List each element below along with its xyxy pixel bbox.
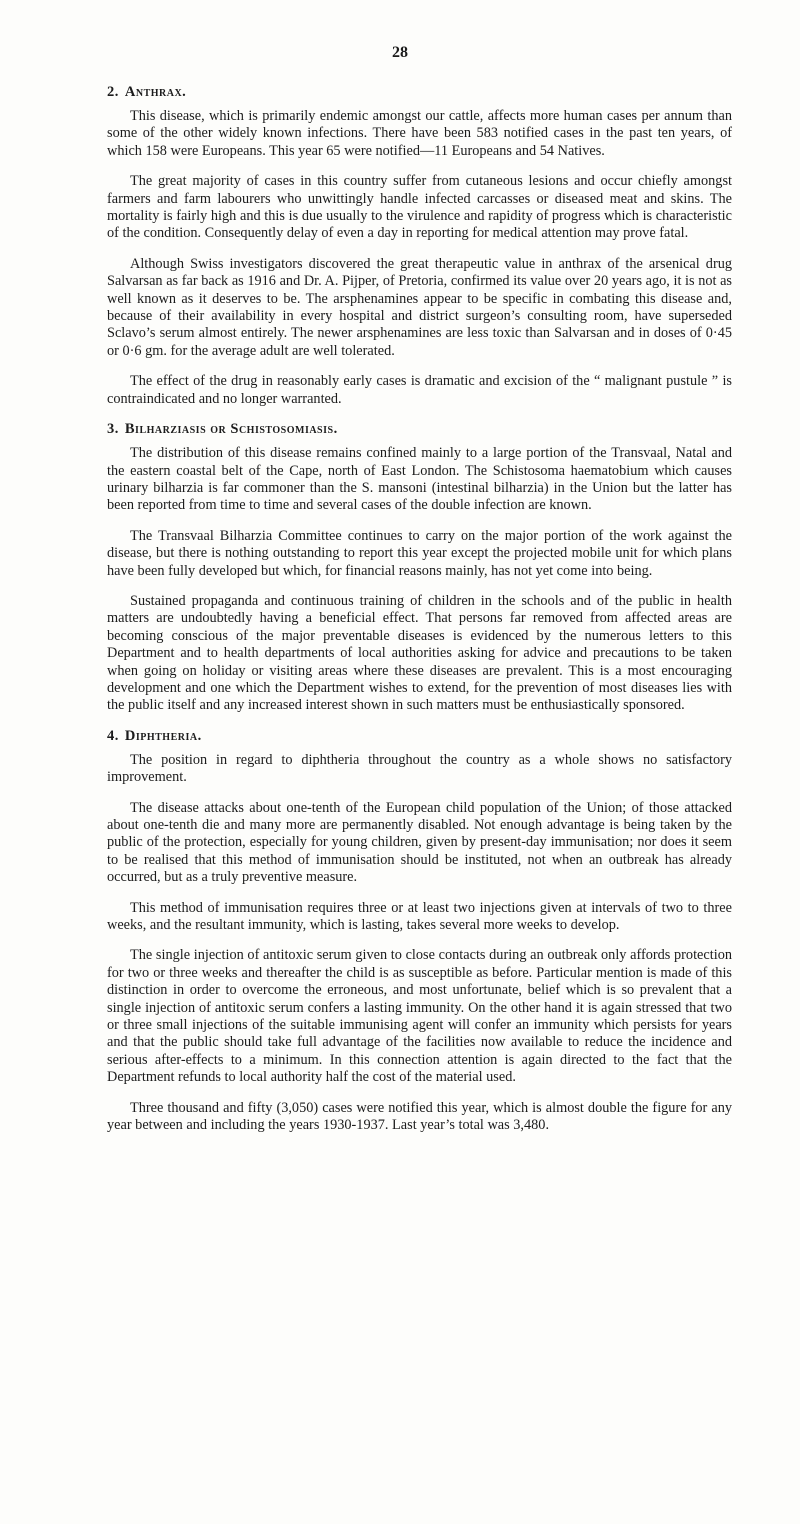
paragraph: Sustained propaganda and continuous training of children in the schools and of the public in health matters are undoubtedly having a beneficial effect. That persons far removed from affected areas are becoming conscious of the major preventable diseases is evidenced by the numerous letters to this Department and to health departments of local authorities asking for advice and precautions to be taken when going on holiday or visiting areas where these diseases are prevalent. This is a most encouraging development and one which the Department wishes to extend, for the prevention of most diseases lies with the public itself and any increased interest shown in such matters must be enthusiastically sponsored. bbox=[107, 592, 732, 714]
paragraph: Three thousand and fifty (3,050) cases were notified this year, which is almost double the figure for any year between and including the years 1930-1937. Last year’s total was 3,480. bbox=[107, 1099, 732, 1134]
paragraph: This disease, which is primarily endemic amongst our cattle, affects more human cases per annum than some of the other widely known infections. There have been 583 notified cases in the past ten years, of which 158 were Europeans. This year 65 were notified—11 Europeans and 54 Natives. bbox=[107, 108, 732, 159]
paragraph: The Transvaal Bilharzia Committee continues to carry on the major portion of the work against the disease, but there is nothing outstanding to report this year except the projected mobile unit for which plans have been fully developed but which, for financial reasons mainly, has not yet come into being. bbox=[107, 527, 732, 579]
paragraph: Although Swiss investigators discovered the great therapeutic value in anthrax of the arsenical drug Salvarsan as far back as 1916 and Dr. A. Pijper, of Pretoria, confirmed its value over 20 years ago, it is not as well known as it deserves to be. The arsphenamines appear to be specific in combating this disease and, because of their availability in every hospital and district surgeon’s consulting room, have superseded Sclavo’s serum almost entirely. The newer arsphenamines are less toxic than Salvarsan and in doses of 0·45 or 0·6 gm. for the average adult are well tolerated. bbox=[107, 255, 732, 359]
section-title: Diphtheria. bbox=[124, 727, 202, 744]
paragraph: The distribution of this disease remains confined mainly to a large portion of the Transvaal, Natal and the eastern coastal belt of the Cape, north of East London. The Schistosoma haematobium which causes urinary bilharzia is far commoner than the S. mansoni (intestinal bilharzia) in the Union but the latter has been reported from time to time and several cases of the double infection are known. bbox=[107, 445, 732, 514]
paragraph: The effect of the drug in reasonably early cases is dramatic and excision of the “ malignant pustule ” is contraindicated and no longer warranted. bbox=[107, 373, 732, 407]
paragraph: This method of immunisation requires three or at least two injections given at intervals of two to three weeks, and the resultant immunity, which is lasting, takes several more weeks to develop. bbox=[107, 899, 732, 934]
page-content bbox=[107, 84, 732, 1148]
paragraph: The great majority of cases in this country suffer from cutaneous lesions and occur chiefly amongst farmers and farm labourers who unwittingly handle infected carcasses or diseased meat and skins. The mortality is fairly high and this is due usually to the virulence and rapidity of progress which is characteristic of the condition. Consequently delay of even a day in reporting for medical attention may prove fatal. bbox=[107, 173, 732, 242]
section-heading bbox=[107, 728, 732, 745]
paragraph: The position in regard to diphtheria throughout the country as a whole shows no satisfactory improvement. bbox=[107, 751, 732, 786]
section-title: Bilharziasis or Schistosomiasis. bbox=[124, 421, 338, 438]
section-title: Anthrax. bbox=[124, 84, 187, 100]
section-heading bbox=[107, 421, 732, 438]
section-bilharziasis bbox=[107, 421, 732, 715]
page-number: 28 bbox=[392, 44, 408, 61]
section-number: 4. bbox=[107, 727, 119, 744]
section-heading bbox=[107, 84, 732, 101]
paragraph: The single injection of antitoxic serum given to close contacts during an outbreak only affords protection for two or three weeks and thereafter the child is as susceptible as before. Particular mention is made of this distinction in order to overcome the erroneous, and most unfortunate, belief which is so prevalent that a single injection of antitoxic serum confers a lasting immunity. On the other hand it is again stressed that two or three small injections of the suitable immunising agent will confer an immunity which persists for years and that the public should take full advantage of the facilities now available to reduce the incidence and serious after-effects to a minimum. In this connection attention is again directed to the fact that the Department refunds to local authority half the cost of the material used. bbox=[107, 947, 732, 1086]
section-diphtheria bbox=[107, 728, 732, 1135]
section-number: 3. bbox=[107, 421, 119, 438]
section-anthrax bbox=[107, 84, 732, 408]
section-number: 2. bbox=[107, 84, 119, 100]
paragraph: The disease attacks about one-tenth of the European child population of the Union; of those attacked about one-tenth die and many more are permanently disabled. Not enough advantage is being taken by the public of the protection, especially for young children, given by present-day immunisation; nor does it seem to be realised that this method of immunisation should be instituted, not when an outbreak has already occurred, but as a truly preventive measure. bbox=[107, 799, 732, 886]
